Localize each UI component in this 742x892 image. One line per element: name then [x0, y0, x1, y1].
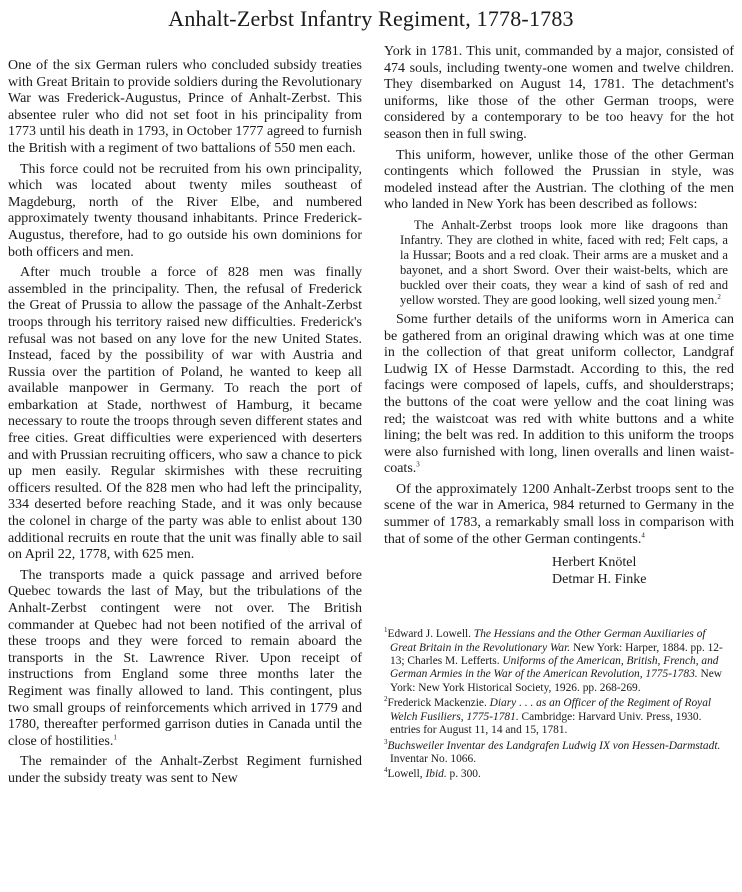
footnote-number: 3 [384, 737, 388, 746]
footnote-ref: 2 [717, 292, 721, 301]
left-column [8, 58, 362, 792]
footnote-ref: 1 [113, 733, 117, 742]
footnote-number: 2 [384, 695, 388, 704]
paragraph: This force could not be recruited from his own principality, which was located about twenty miles southeast of Magdeburg, north of the River Elbe, and numbered approximately twenty thousand inhabitants. Prince Frederick-Augustus, therefore, had to go outside his own dominions for both officers and men. [8, 161, 362, 260]
paragraph: This uniform, however, unlike those of the other German contingents which followed the Prussian in style, was modeled instead after the Austrian. The clothing of the men who landed in New York has been described as follows: [384, 147, 734, 213]
author-name: Herbert Knötel [552, 555, 637, 571]
paragraph-text: Of the approximately 1200 Anhalt-Zerbst troops sent to the scene of the war in America, 984 returned to Germany in the summer of 1783, a remarkably small loss in comparison with that of some of the other German contingents. [384, 481, 734, 547]
paragraph-text: The transports made a quick passage and arrived before Quebec towards the last of May, but the tribulations of the Anhalt-Zerbst contingent were not over. The British commander at Quebec had not been notified of the arrival of these troops and they were forced to remain aboard the transports in the St. Lawrence River. Upon receipt of instructions from England some three months later the Regiment was finally allowed to land. This contingent, plus two small groups of reinforcements which arrived in 1779 and 1780, thereafter performed garrison duties in Canada until the close of hostilities. [8, 567, 362, 749]
footnote-title: Uniforms of the American, British, French, and German Armies in the War of the American Revolution, 1775-1783. [390, 655, 719, 681]
footnote-text: New York: New York Historical Society, 1926. pp. 268-269. [390, 668, 722, 694]
footnote-text: Cambridge: Harvard Univ. Press, 1930. entries for August 11, 14 and 15, 1781. [390, 710, 702, 737]
footnote [384, 628, 734, 695]
footnote-text: New York: Harper, 1884. pp. 12-13; Charles M. Lefferts. [390, 641, 723, 668]
footnote-text: Lowell, [387, 768, 426, 781]
footnote [384, 768, 734, 781]
block-quote [400, 218, 728, 308]
footnote-text: Frederick Mackenzie. [387, 697, 490, 710]
footnote-title: Ibid. [425, 768, 447, 781]
paragraph-text: Some further details of the uniforms worn in America can be gathered from an original drawing which was at one time in the collection of that great uniform collector, Landgraf Ludwig IX of Hesse Darmstadt. According to this, the red facings were composed of lapels, cuffs, and shoulderstraps; the buttons of the coat were yellow and the coat lining was red; the waistcoat was red with white buttons and a white lining; the belt was red. In addition to this uniform the troops were also furnished with long, linen overalls and linen waist-coats. [384, 311, 734, 477]
footnote-text: p. 300. [446, 768, 481, 781]
right-column [384, 44, 734, 784]
paragraph [384, 482, 734, 548]
footnote-text: Edward J. Lowell. [387, 628, 474, 641]
footnote [384, 737, 734, 767]
footnote [384, 697, 734, 737]
footnote-number: 1 [384, 626, 388, 635]
footnote-ref: 4 [641, 531, 645, 539]
footnotes [384, 628, 734, 781]
page-title: Anhalt-Zerbst Infantry Regiment, 1778-1783 [168, 6, 574, 31]
footnote-ref: 3 [416, 460, 420, 469]
paragraph: The remainder of the Anhalt-Zerbst Regiment furnished under the subsidy treaty was sent to New [8, 754, 362, 786]
paragraph: After much trouble a force of 828 men was finally assembled in the principality. Then, the refusal of Frederick the Great of Prussia to allow the passage of the Anhalt-Zerbst troops through his territory raised new difficulties. Frederick's refusal was not based on any love for the new United States. Instead, faced by the possibility of war with Austria and Russia over the partition of Poland, he wanted to keep all available manpower in Germany. To reach the port of embarkation at Stade, northwest of Hamburg, it became necessary to route the troops through seven different states and free cities. Great difficulties were experienced with deserters and with Prussian recruiting officers, who saw a chance to pick up men easily. Regular skirmishes with these recruiting officers resulted. Of the 828 men who had left the principality, 334 deserted before reaching Stade, and it was only because the colonel in charge of the party was able to enlist about 130 additional recruits en route that the unit was finally able to sail on April 22, 1778, with 625 men. [8, 265, 362, 563]
paragraph: York in 1781. This unit, commanded by a major, consisted of 474 souls, including twenty-one women and twelve children. They disembarked on August 14, 1781. The detachment's uniforms, like those of the other German troops, were considered by a contemporary to be too heavy for the hot season then in full swing. [384, 44, 734, 142]
author-name: Detmar H. Finke [552, 572, 647, 588]
paragraph [384, 312, 734, 478]
footnote-number: 4 [384, 766, 388, 775]
quote-text: The Anhalt-Zerbst troops look more like dragoons than Infantry. They are clothed in white, faced with red; Felt caps, a la Hussar; Boots and a red cloak. Their arms are a musket and a bayonet, and a short Sword. Over their waist-belts, which are buckled over their coats, they wear a kind of sash of red and yellow worsted. They are good looking, well sized young men. [400, 217, 728, 307]
author-signature [384, 554, 734, 588]
footnote-title: The Hessians and the Other German Auxiliaries of Great Britain in the Revolutionary War. [390, 628, 706, 654]
footnote-title: Diary . . . as an Officer of the Regiment of Royal Welch Fusiliers, 1775-1781. [390, 697, 712, 723]
paragraph: One of the six German rulers who concluded subsidy treaties with Great Britain to provide soldiers during the Revolutionary War was Frederick-Augustus, Prince of Anhalt-Zerbst. This absentee ruler who did not set foot in his principality from 1773 until his death in 1793, in October 1777 agreed to furnish the British with a regiment of two battalions of 550 men each. [8, 58, 362, 156]
footnote-text: Inventar No. 1066. [390, 752, 477, 765]
paragraph [8, 568, 362, 751]
footnote-title: Buchsweiler Inventar des Landgrafen Ludwig IX von Hessen-Darmstadt. [387, 739, 721, 752]
